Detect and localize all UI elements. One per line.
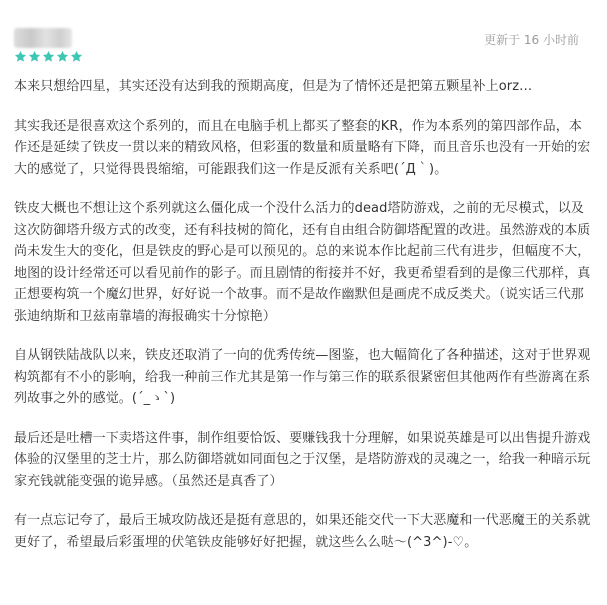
star-rating: [14, 50, 83, 64]
review-body: [14, 76, 594, 571]
star-icon: [14, 50, 27, 63]
review-paragraph: 本来只想给四星，其实还没有达到我的预期高度，但是为了情怀还是把第五颗星补上orz…: [14, 79, 533, 94]
review-paragraph: 其实我还是很喜欢这个系列的，而且在电脑手机上都买了整套的KR，作为本系列的第四部作品，本作还是延续了铁皮一贯以来的精致风格，但彩蛋的数量和质量略有下降，而且音乐也没有一开始的宏大的感觉了，只觉得畏畏缩缩，可能跟我们这一作是反派有关系吧(´Д｀)。: [14, 118, 591, 177]
updated-timestamp: 更新于 16 小时前: [484, 33, 579, 47]
review-paragraph: 最后还是吐槽一下卖塔这件事，制作组要恰饭、要赚钱我十分理解，如果说英雄是可以出售提升游戏体验的汉堡里的芝士片，那么防御塔就如同面包之于汉堡，是塔防游戏的灵魂之一，给我一种暗示玩家充钱就能变强的诡异感。（虽然还是真香了）: [14, 430, 591, 489]
star-icon: [56, 50, 69, 63]
star-icon: [42, 50, 55, 63]
review-paragraph: 自从钢铁陆战队以来，铁皮还取消了一向的优秀传统—图鉴，也大幅简化了各种描述，这对于世界观构筑都有不小的影响，给我一种前三作尤其是第一作与第三作的联系很紧密但其他两作有些游离在系列故事之外的感觉。(´_ゝ`): [14, 348, 591, 406]
review-paragraph: 铁皮大概也不想让这个系列就这么僵化成一个没什么活力的dead塔防游戏，之前的无尽模式，以及这次防御塔升级方式的改变，还有科技树的简化，还有自由组合防御塔配置的改进。虽然游戏的本质尚未发生大的变化，但是铁皮的野心是可以预见的。总的来说本作比起前三代有进步，但幅度不大，地图的设计经常还可以看见前作的影子。而且剧情的衔接并不好，我更希望看到的是像三代那样，真正想要构筑一个魔幻世界，好好说一个故事。而不是故作幽默但是画虎不成反类犬。（说实话三代那张迪纳斯和卫兹南靠墙的海报确实十分惊艳）: [14, 201, 591, 324]
review-paragraph: 有一点忘记夸了，最后王城攻防战还是挺有意思的，如果还能交代一下大恶魔和一代恶魔王的关系就更好了，希望最后彩蛋埋的伏笔铁皮能够好好把握，就这些么么哒～(^3^)-♡。: [14, 513, 591, 550]
star-icon: [28, 50, 41, 63]
blurred-username[interactable]: [14, 28, 72, 48]
star-icon: [70, 50, 83, 63]
